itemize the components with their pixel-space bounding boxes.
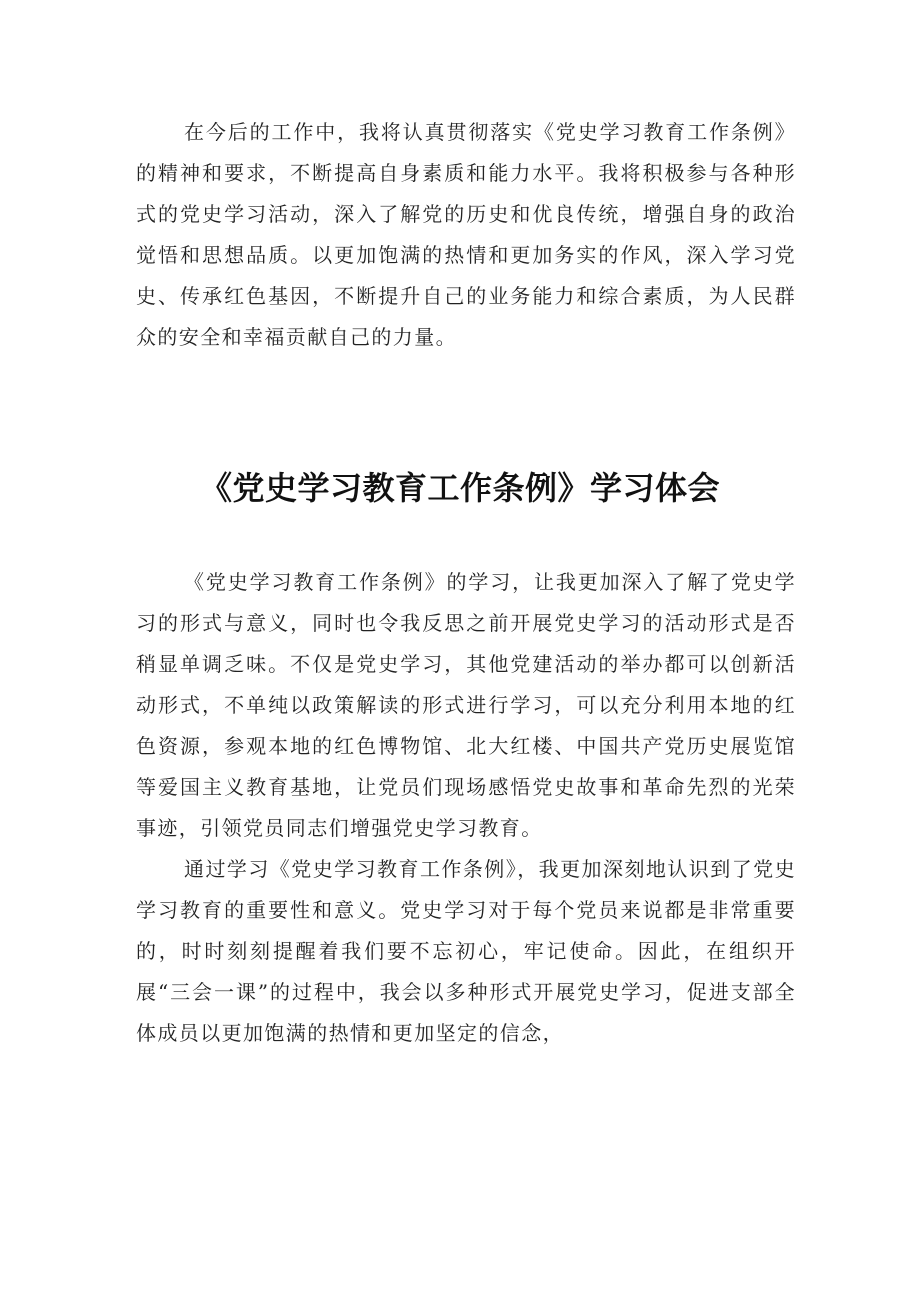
- body-section: [136, 562, 796, 1054]
- body-paragraph-1: 《党史学习教育工作条例》的学习，让我更加深入了解了党史学习的形式与意义，同时也令我反思之前开展党史学习的活动形式是否稍显单调乏味。不仅是党史学习，其他党建活动的举办都可以创新活动形式，不单纯以政策解读的形式进行学习，可以充分利用本地的红色资源，参观本地的红色博物馆、北大红楼、中国共产党历史展览馆等爱国主义教育基地，让党员们现场感悟党史故事和革命先烈的光荣事迹，引领党员同志们增强党史学习教育。: [136, 570, 796, 840]
- intro-section: [136, 112, 796, 358]
- body-paragraph-2: 通过学习《党史学习教育工作条例》，我更加深刻地认识到了党史学习教育的重要性和意义。党史学习对于每个党员来说都是非常重要的，时时刻刻提醒着我们要不忘初心，牢记使命。因此，在组织开展“三会一课”的过程中，我会以多种形式开展党史学习，促进支部全体成员以更加饱满的热情和更加坚定的信念，: [136, 857, 796, 1045]
- document-title: 《党史学习教育工作条例》学习体会: [199, 469, 720, 507]
- intro-paragraph: 在今后的工作中，我将认真贯彻落实《党史学习教育工作条例》的精神和要求，不断提高自身素质和能力水平。我将积极参与各种形式的党史学习活动，深入了解党的历史和优良传统，增强自身的政治觉悟和思想品质。以更加饱满的热情和更加务实的作风，深入学习党史、传承红色基因，不断提升自己的业务能力和综合素质，为人民群众的安全和幸福贡献自己的力量。: [136, 120, 796, 349]
